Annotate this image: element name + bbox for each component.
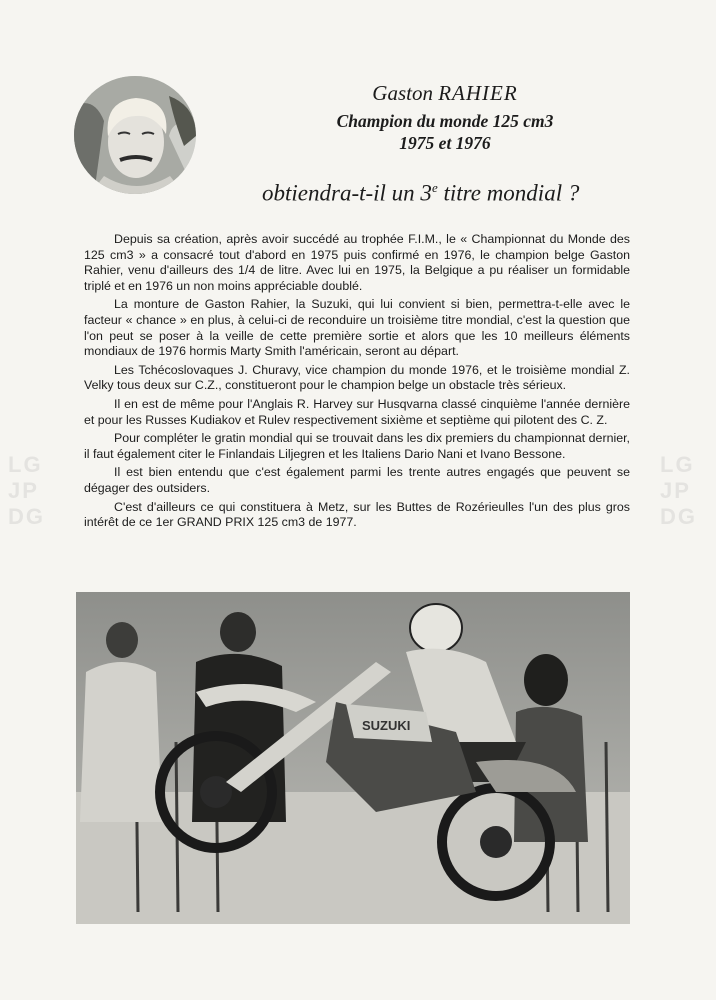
bike-logo: SUZUKI — [362, 718, 411, 733]
question-suffix: titre mondial ? — [437, 180, 580, 206]
paragraph: Il en est de même pour l'Anglais R. Harvey sur Husqvarna classé cinquième l'année dernière et pour les Russes Kudiakov et Rulev respectivement sixième et septième qui pilotent des C. Z. — [84, 396, 630, 427]
paragraph: C'est d'ailleurs ce qui constituera à Metz, sur les Buttes de Rozérieulles l'un des plus gros intérêt de ce 1er GRAND PRIX 125 cm3 de 1977. — [84, 499, 630, 530]
watermark-left — [8, 452, 45, 530]
question-superscript: e — [431, 180, 438, 195]
motocross-photo — [76, 592, 630, 924]
paragraph: La monture de Gaston Rahier, la Suzuki, qui lui convient si bien, permettra-t-elle avec le facteur « chance » en plus, à celui-ci de reconduire un troisième titre mondial, c'est la question que l'on peut se poser à la veille de cette première sortie et alors que les 10 meilleurs éléments mondiaux de 1976 hormis Marty Smith l'américain, seront au départ. — [84, 297, 630, 359]
subtitle-line-1: Champion du monde 125 cm3 — [336, 111, 554, 131]
article-body — [84, 232, 630, 534]
paragraph: Il est bien entendu que c'est également parmi les trente autres engagés que peuvent se dégager des outsiders. — [84, 465, 630, 495]
watermark-right-mid: JP — [660, 478, 691, 503]
article-header — [200, 80, 660, 154]
paragraph: Depuis sa création, après avoir succédé au trophée F.I.M., le « Championnat du Monde des 125 cm3 » a consacré tout d'abord en 1975 puis confirmé en 1976, le champion belge Gaston Rahier, venu d'ailleurs des 1/4 de litre. Avec lui en 1975, la Belgique a pu réaliser un formidable triplé et en 1976 un non moins appréciable doublé. — [84, 232, 630, 293]
watermark-left-top: LG — [8, 452, 43, 477]
subtitle-line-2: 1975 et 1976 — [399, 133, 491, 153]
rider-first-name: Gaston — [372, 81, 433, 105]
portrait-photo — [74, 76, 196, 194]
watermark-left-mid: JP — [8, 478, 39, 503]
headline-question — [262, 174, 642, 208]
watermark-left-bottom: DG — [8, 504, 45, 529]
question-prefix: obtiendra-t-il un 3 — [262, 180, 432, 206]
paragraph: Les Tchécoslovaques J. Churavy, vice champion du monde 1976, et le troisième mondial Z. Velky tous deux sur C.Z., constitueront pour le champion belge un obstacle très sérieux. — [84, 362, 630, 393]
paragraph: Pour compléter le gratin mondial qui se trouvait dans les dix premiers du championnat dernier, il faut également citer le Finlandais Liljegren et les Italiens Dario Nani et Ivano Bessone. — [84, 431, 630, 461]
rider-name — [230, 80, 660, 106]
watermark-right — [660, 452, 697, 530]
rider-surname: RAHIER — [438, 81, 518, 105]
watermark-right-top: LG — [660, 452, 695, 477]
watermark-right-bottom: DG — [660, 504, 697, 529]
